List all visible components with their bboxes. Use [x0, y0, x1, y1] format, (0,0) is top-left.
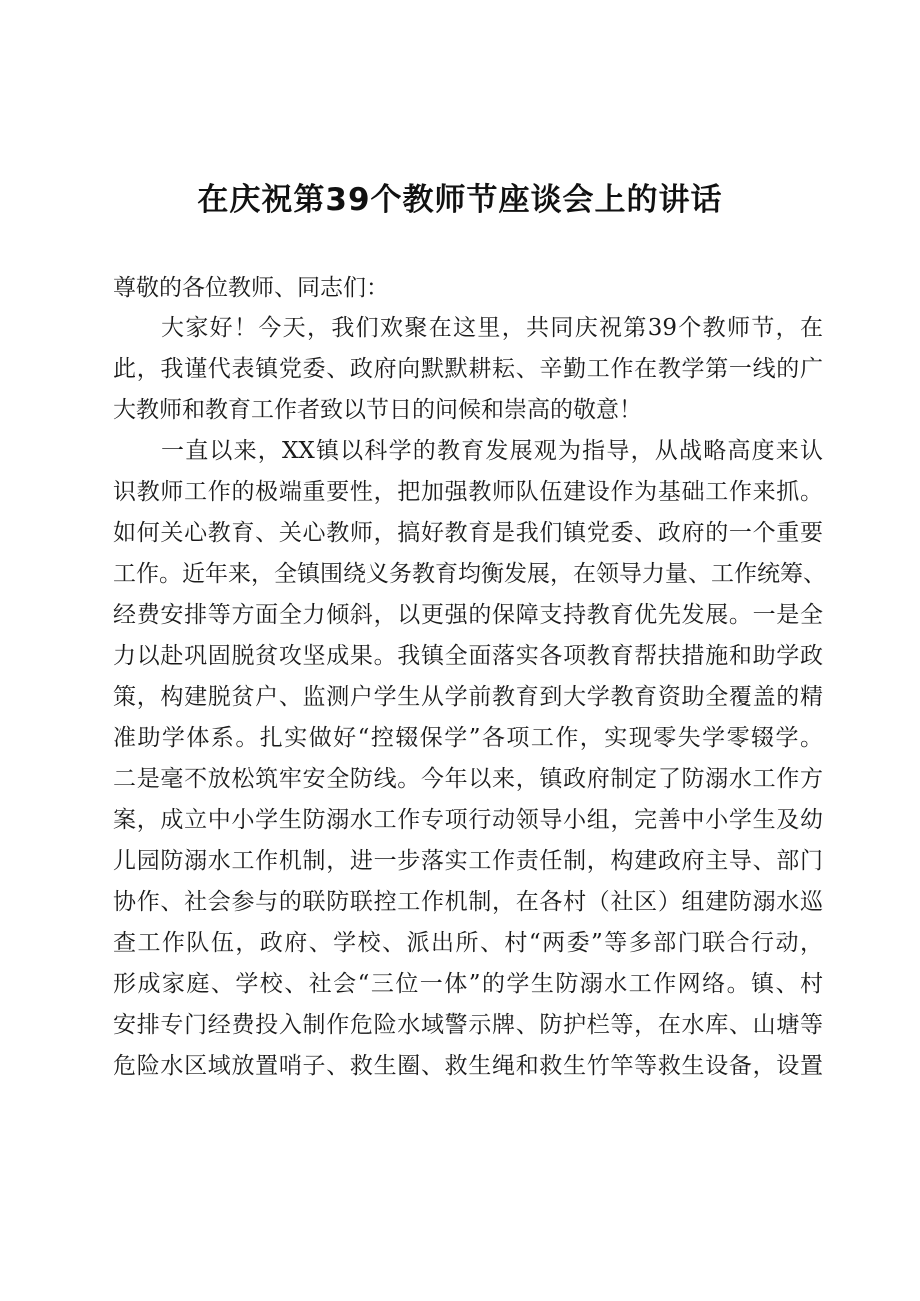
text-line: 大教师和教育工作者致以节日的问候和崇高的敬意！: [113, 397, 642, 423]
text-line: 大家好！今天，我们欢聚在这里，共同庆祝第39个教师节，在: [161, 315, 823, 341]
salutation: 尊敬的各位教师、同志们：: [113, 275, 389, 301]
text-line: 准助学体系。扎实做好“控辍保学”各项工作，实现零失学零辍学。: [113, 725, 823, 751]
text-line: 力以赴巩固脱贫攻坚成果。我镇全面落实各项教育帮扶措施和助学政: [113, 643, 823, 669]
text-line: 安排专门经费投入制作危险水域警示牌、防护栏等，在水库、山塘等: [113, 1012, 823, 1038]
text-line: 形成家庭、学校、社会“三位一体”的学生防溺水工作网络。镇、村: [113, 971, 823, 997]
text-line: 儿园防溺水工作机制，进一步落实工作责任制，构建政府主导、部门: [113, 848, 823, 874]
text-line: 此，我谨代表镇党委、政府向默默耕耘、辛勤工作在教学第一线的广: [113, 356, 823, 382]
text-line: 案，成立中小学生防溺水工作专项行动领导小组，完善中小学生及幼: [113, 807, 823, 833]
document-title: 在庆祝第39个教师节座谈会上的讲话: [197, 182, 723, 218]
text-line: 经费安排等方面全力倾斜，以更强的保障支持教育优先发展。一是全: [113, 602, 823, 628]
text-line: 识教师工作的极端重要性，把加强教师队伍建设作为基础工作来抓。: [113, 479, 823, 505]
paragraph-greeting: [113, 308, 823, 431]
text-line: 危险水区域放置哨子、救生圈、救生绳和救生竹竿等救生设备，设置: [113, 1053, 823, 1079]
text-line: 一直以来，XX镇以科学的教育发展观为指导，从战略高度来认: [161, 438, 823, 464]
paragraph-education-work: [113, 431, 826, 1087]
text-line: 工作。近年来，全镇围绕义务教育均衡发展，在领导力量、工作统筹、: [113, 561, 826, 587]
text-line: 如何关心教育、关心教师，搞好教育是我们镇党委、政府的一个重要: [113, 520, 823, 546]
text-line: 策，构建脱贫户、监测户学生从学前教育到大学教育资助全覆盖的精: [113, 684, 823, 710]
text-line: 二是毫不放松筑牢安全防线。今年以来，镇政府制定了防溺水工作方: [113, 766, 823, 792]
text-line: 查工作队伍，政府、学校、派出所、村“两委”等多部门联合行动，: [113, 930, 823, 956]
text-line: 协作、社会参与的联防联控工作机制，在各村（社区）组建防溺水巡: [113, 889, 823, 915]
document-body: [113, 268, 826, 1087]
